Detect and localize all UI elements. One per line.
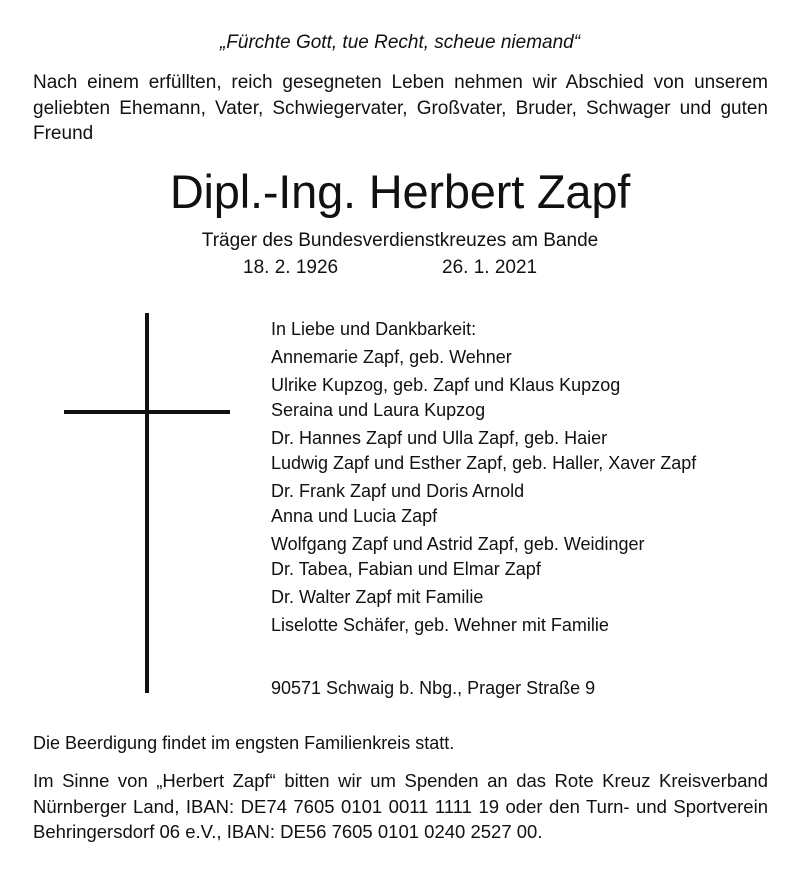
mourners-list [271,317,781,641]
mourner-line: Dr. Hannes Zapf und Ulla Zapf, geb. Haier [271,428,608,448]
mourner-line: Annemarie Zapf, geb. Wehner [271,347,512,367]
mourner-line: Wolfgang Zapf und Astrid Zapf, geb. Weidinger [271,534,645,554]
honor-line: Träger des Bundesverdienstkreuzes am Bande [201,230,599,251]
mourner-group [271,373,781,423]
donation-note: Im Sinne von „Herbert Zapf“ bitten wir um Spenden an das Rote Kreuz Kreisverband Nürnberger Land, IBAN: DE74 7605 0101 0011 1111 19 oder den Turn- und Sportverein Behringersdorf 06 e.V., IBAN: DE56 7605 0101 0240 2527 00. [33,770,768,842]
death-date: 26. 1. 2021 [442,257,538,278]
cross-icon [145,313,149,693]
mourner-line: Dr. Tabea, Fabian und Elmar Zapf [271,559,541,579]
mourner-line: Ludwig Zapf und Esther Zapf, geb. Haller, Xaver Zapf [271,453,697,473]
mourner-line: Dr. Walter Zapf mit Familie [271,587,484,607]
mourner-group [271,532,781,582]
mourner-line: Liselotte Schäfer, geb. Wehner mit Familie [271,615,609,635]
funeral-note: Die Beerdigung findet im engsten Familienkreis statt. [33,733,455,753]
deceased-name: Dipl.-Ing. Herbert Zapf [169,165,631,218]
mourner-group [271,426,781,476]
mourner-group [271,345,781,370]
mourner-group [271,585,781,610]
mourner-group [271,479,781,529]
mourner-line: Anna und Lucia Zapf [271,506,438,526]
motto: „Fürchte Gott, tue Recht, scheue niemand“ [219,32,581,53]
mourner-line: Dr. Frank Zapf und Doris Arnold [271,481,525,501]
address: 90571 Schwaig b. Nbg., Prager Straße 9 [271,678,596,698]
birth-date: 18. 2. 1926 [243,257,339,278]
cross-icon-crossbar [64,410,230,414]
mourners-lead: In Liebe und Dankbarkeit: [271,319,477,339]
mourner-group [271,613,781,638]
mourner-line: Ulrike Kupzog, geb. Zapf und Klaus Kupzog [271,375,621,395]
intro-text: Nach einem erfüllten, reich gesegneten Leben nehmen wir Abschied von unserem geliebten Ehemann, Vater, Schwiegervater, Großvater, Bruder, Schwager und guten Freund [33,72,768,144]
mourner-line: Seraina und Laura Kupzog [271,400,486,420]
